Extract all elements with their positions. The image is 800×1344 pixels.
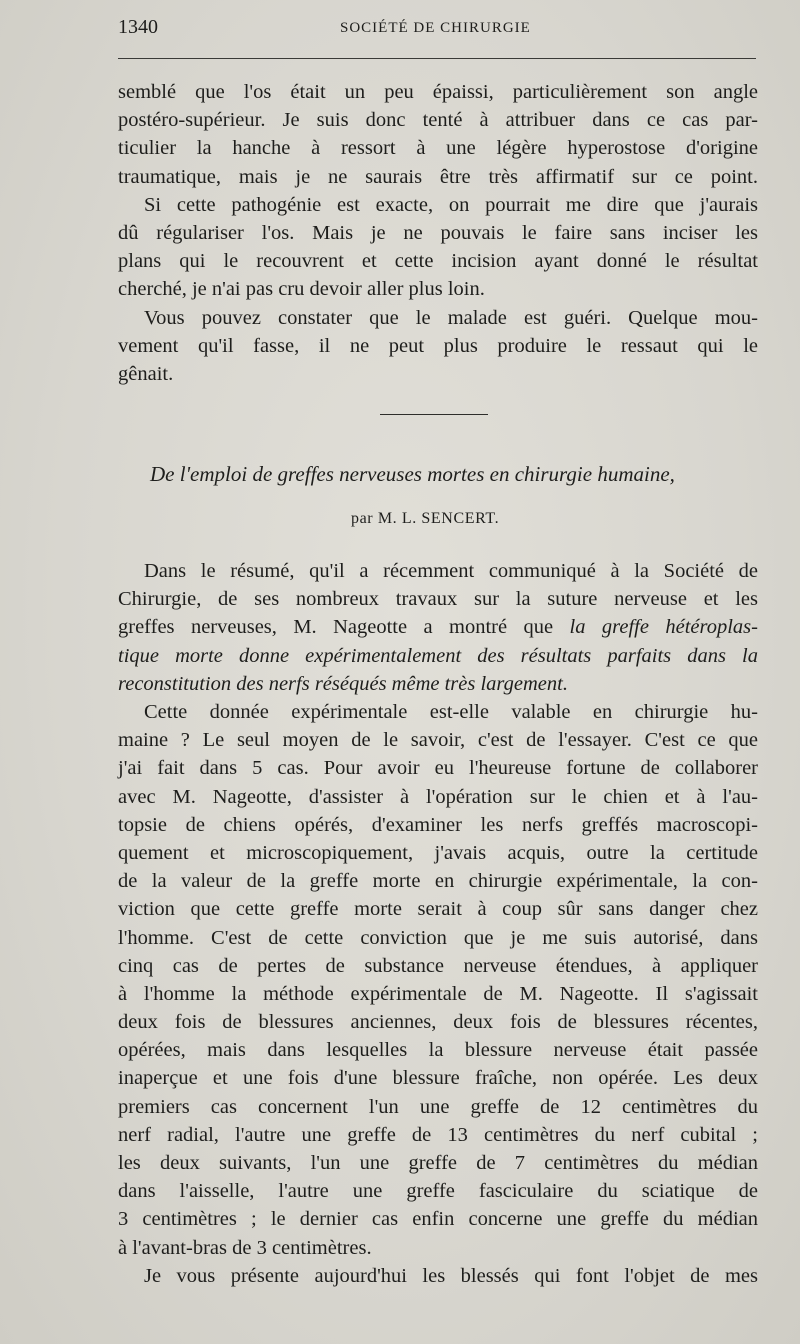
text-line: dû régulariser l'os. Mais je ne pouvais le faire sans inciser les <box>118 221 758 244</box>
text-line: ticulier la hanche à ressort à une légère hyperostose d'origine <box>118 137 758 160</box>
text-line: Vous pouvez constater que le malade est guéri. Quelque mou- <box>144 306 758 329</box>
text-line: maine ? Le seul moyen de le savoir, c'est de l'essayer. C'est ce que <box>118 729 758 752</box>
text-line: Si cette pathogénie est exacte, on pourrait me dire que j'aurais <box>144 193 758 216</box>
text-line: j'ai fait dans 5 cas. Pour avoir eu l'heureuse fortune de collaborer <box>118 757 758 780</box>
italic-run: la greffe hétéroplas- <box>569 616 758 639</box>
italic-text-line: tique morte donne expérimentalement des résultats parfaits dans la <box>118 644 758 667</box>
text-line: de la valeur de la greffe morte en chirurgie expérimentale, la con- <box>118 870 758 893</box>
text-line: vement qu'il fasse, il ne peut plus produire le ressaut qui le <box>118 334 758 357</box>
text-line: topsie de chiens opérés, d'examiner les nerfs greffés macroscopi- <box>118 813 758 836</box>
text-line: à l'homme la méthode expérimentale de M. Nageotte. Il s'agissait <box>118 982 758 1005</box>
text-line: les deux suivants, l'un une greffe de 7 centimètres du médian <box>118 1152 758 1174</box>
text-line: cinq cas de pertes de substance nerveuse étendues, à appliquer <box>118 954 758 977</box>
text-line: gênait. <box>118 362 174 385</box>
text-line: cherché, je n'ai pas cru devoir aller plus loin. <box>118 278 485 301</box>
article-byline: par M. L. SENCERT. <box>351 510 500 528</box>
section-separator <box>380 414 488 415</box>
running-title: SOCIÉTÉ DE CHIRURGIE <box>340 20 531 36</box>
text-line: Chirurgie, de ses nombreux travaux sur la suture nerveuse et les <box>118 588 758 611</box>
text-line: Je vous présente aujourd'hui les blessés qui font l'objet de mes <box>144 1264 758 1287</box>
text-line: traumatique, mais je ne saurais être très affirmatif sur ce point. <box>118 165 758 188</box>
text-line: l'homme. C'est de cette conviction que je me suis autorisé, dans <box>118 926 758 949</box>
text-line: plans qui le recouvrent et cette incision ayant donné le résultat <box>118 250 758 273</box>
text-run: greffes nerveuses, M. Nageotte a montré que <box>118 616 570 639</box>
text-line <box>118 613 758 641</box>
italic-text-line: reconstitution des nerfs réséqués même très largement. <box>118 672 568 695</box>
text-line: semblé que l'os était un peu épaissi, particulièrement son angle <box>118 81 758 103</box>
page-number: 1340 <box>118 16 158 38</box>
text-line: premiers cas concernent l'un une greffe de 12 centimètres du <box>118 1095 758 1118</box>
article-title: De l'emploi de greffes nerveuses mortes en chirurgie humaine, <box>150 462 675 487</box>
text-line: deux fois de blessures anciennes, deux fois de blessures récentes, <box>118 1011 758 1034</box>
body-text <box>118 78 758 1290</box>
text-line: quement et microscopiquement, j'avais acquis, outre la certitude <box>118 841 758 864</box>
text-line: Dans le résumé, qu'il a récemment communiqué à la Société de <box>144 560 758 583</box>
text-line: 3 centimètres ; le dernier cas enfin concerne une greffe du médian <box>118 1208 758 1231</box>
text-line: opérées, mais dans lesquelles la blessure nerveuse était passée <box>118 1039 758 1062</box>
text-line: dans l'aisselle, l'autre une greffe fasciculaire du sciatique de <box>118 1180 758 1203</box>
header-rule <box>118 58 756 59</box>
text-line: nerf radial, l'autre une greffe de 13 centimètres du nerf cubital ; <box>118 1123 758 1146</box>
text-line: postéro-supérieur. Je suis donc tenté à attribuer dans ce cas par- <box>118 109 758 132</box>
text-line: avec M. Nageotte, d'assister à l'opération sur le chien et à l'au- <box>118 785 758 808</box>
text-line: inaperçue et une fois d'une blessure fraîche, non opérée. Les deux <box>118 1067 758 1090</box>
page-header <box>118 16 756 46</box>
text-line: viction que cette greffe morte serait à coup sûr sans danger chez <box>118 898 758 921</box>
text-line: Cette donnée expérimentale est-elle valable en chirurgie hu- <box>144 701 758 723</box>
text-line: à l'avant-bras de 3 centimètres. <box>118 1236 372 1259</box>
